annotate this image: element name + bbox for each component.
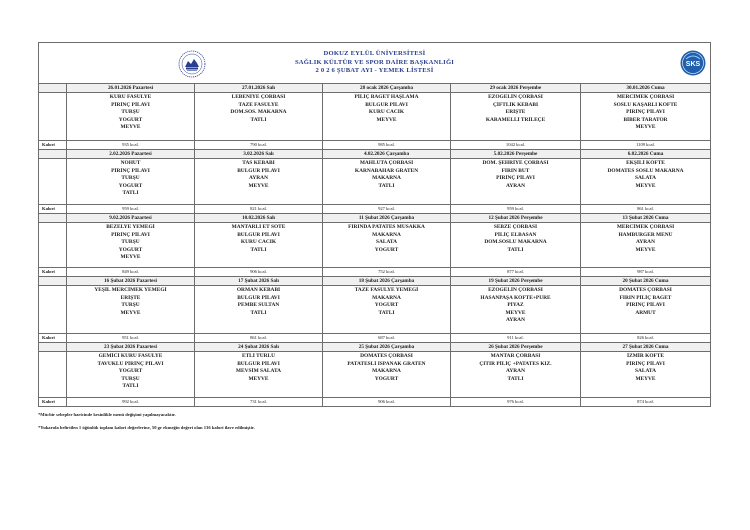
meal-item: PEMBE SULTAN: [237, 302, 280, 309]
meal-item: MANTAR ÇORBASI: [490, 353, 541, 359]
header-title: [39, 50, 710, 76]
day-date: 12 Şubat 2026 Perşembe: [451, 214, 581, 223]
meal-item: TURŞU: [121, 109, 140, 116]
day-date: 4.02.2026 Çarşamba: [323, 150, 451, 159]
meal-item: YOĞURT: [118, 246, 143, 253]
meal-item: BULGUR PİLAVI: [237, 294, 280, 301]
kalori-label: Kalori: [39, 334, 67, 343]
meal-item: MEYVE: [505, 309, 526, 316]
meal-item: MEYVE: [635, 182, 656, 189]
day-meals: [581, 352, 711, 398]
kalori-value: 821 kcal.: [195, 205, 323, 214]
date-row-spacer: [39, 84, 67, 93]
meal-item: TATLI: [122, 383, 139, 390]
meal-item: MAHLUTA ÇORBASI: [359, 160, 414, 166]
kalori-row: [39, 268, 711, 277]
meal-item: KARNABAHAR GRATEN: [354, 167, 419, 174]
meal-item: ÇITIR PİLİÇ +PATATES KIZ.: [479, 360, 552, 367]
meal-item: SALATA: [375, 239, 398, 246]
meal-item: PİRİNÇ PİLAVI: [626, 109, 665, 116]
date-row: [39, 214, 711, 223]
meal-item: BULGUR PİLAVI: [365, 101, 408, 108]
meal-item: GEMİCİ KURU FASULYE: [98, 353, 163, 359]
day-date: 27.01.2026 Salı: [195, 84, 323, 93]
meals-row-spacer: [39, 286, 67, 334]
meal-item: SOSLU KAŞARLI KÖFTE: [613, 101, 678, 108]
meal-item: AYRAN: [506, 182, 525, 189]
meal-item: BULGUR PİLAVI: [237, 231, 280, 238]
day-meals: [67, 223, 195, 268]
kalori-value: 1042 kcal.: [451, 141, 581, 150]
meal-item: ARMUT: [635, 309, 656, 316]
day-date: 26 Şubat 2026 Perşembe: [451, 343, 581, 352]
meal-item: TAZE FASULYE YEMEĞİ: [354, 287, 419, 293]
day-meals: [195, 159, 323, 205]
meal-item: MEYVE: [120, 254, 141, 261]
meal-item: MEVSİM SALATA: [235, 368, 282, 375]
date-row-spacer: [39, 343, 67, 352]
kalori-value: 951 kcal.: [67, 334, 195, 343]
header-line-2: SAĞLIK KÜLTÜR VE SPOR DAİRE BAŞKANLIĞI: [294, 58, 455, 66]
day-meals: [451, 159, 581, 205]
meal-item: HASANPAŞA KÖFTE+PÜRE: [480, 294, 551, 301]
meal-item: YOĞURT: [118, 368, 143, 375]
meal-item: TURŞU: [121, 175, 140, 182]
note-2: *Yukarıda belirtilen 1 öğünlük toplam kalori değerlerine, 50 gr ekmeğin değeri olan 136 kalori ilave edilmiştir.: [38, 425, 255, 430]
meals-row: [39, 286, 711, 334]
day-meals: [67, 286, 195, 334]
meal-item: ERİŞTE: [505, 109, 526, 116]
kalori-value: 976 kcal.: [451, 398, 581, 407]
day-meals: [581, 223, 711, 268]
meal-item: TATLI: [378, 182, 395, 189]
date-row: [39, 150, 711, 159]
kalori-label: Kalori: [39, 205, 67, 214]
kalori-value: 985 kcal.: [323, 141, 451, 150]
meal-item: DOMATES ÇORBASI: [360, 353, 413, 359]
meal-item: FIRINDA PATATES MUSAKKA: [348, 224, 425, 230]
sks-logo-icon: [680, 50, 706, 76]
day-meals: [195, 223, 323, 268]
day-meals: [451, 286, 581, 334]
meal-item: EZOGELİN ÇORBASI: [488, 287, 543, 293]
meal-item: MAKARNA: [372, 368, 401, 375]
kalori-value: 911 kcal.: [451, 334, 581, 343]
meal-item: BULGUR PİLAVI: [237, 167, 280, 174]
meal-item: YOĞURT: [374, 246, 399, 253]
day-date: 28 ocak 2026 Çarşamba: [323, 84, 451, 93]
meal-item: YOĞURT: [374, 375, 399, 382]
day-meals: [195, 286, 323, 334]
meal-item: AYRAN: [506, 368, 525, 375]
meal-item: TURŞU: [121, 375, 140, 382]
day-meals: [323, 286, 451, 334]
meal-item: MEYVE: [248, 375, 269, 382]
kalori-value: 959 kcal.: [451, 205, 581, 214]
meal-item: AYRAN: [506, 317, 525, 324]
day-date: 23 Şubat 2026 Pazartesi: [67, 343, 195, 352]
day-meals: [67, 352, 195, 398]
date-row: [39, 343, 711, 352]
meal-item: MEYVE: [120, 124, 141, 131]
day-date: 2.02.2026 Pazartesi: [67, 150, 195, 159]
kalori-value: 874 kcal.: [581, 398, 711, 407]
day-meals: [323, 223, 451, 268]
meals-row-spacer: [39, 223, 67, 268]
day-meals: [451, 93, 581, 141]
day-date: 19 Şubat 2026 Perşembe: [451, 277, 581, 286]
kalori-value: 861 kcal.: [195, 334, 323, 343]
meal-item: FIRIN PİLİÇ BAGET: [619, 294, 672, 301]
kalori-row: [39, 334, 711, 343]
meal-item: TAZE FASULYE: [238, 101, 279, 108]
day-date: 5.02.2026 Perşembe: [451, 150, 581, 159]
meals-row-spacer: [39, 93, 67, 141]
meal-item: TAS KEBABI: [242, 160, 275, 166]
day-date: 6.02.2026 Cuma: [581, 150, 711, 159]
meal-item: AYRAN: [636, 239, 655, 246]
meal-item: LEBENİYE ÇORBASI: [231, 94, 286, 100]
day-date: 3.02.2026 Salı: [195, 150, 323, 159]
day-meals: [581, 159, 711, 205]
meal-item: PİLİÇ ELBASAN: [494, 231, 537, 238]
meal-item: KURU FASULYE: [109, 94, 152, 100]
meal-item: KURU CACIK: [240, 239, 277, 246]
day-meals: [67, 159, 195, 205]
kalori-value: 927 kcal.: [323, 205, 451, 214]
date-row: [39, 84, 711, 93]
meal-item: YEŞİL MERCİMEK YEMEĞİ: [94, 287, 167, 293]
meal-item: MAKARNA: [372, 294, 401, 301]
kalori-row: [39, 205, 711, 214]
meal-item: MEYVE: [635, 246, 656, 253]
date-row-spacer: [39, 214, 67, 223]
day-meals: [581, 93, 711, 141]
meal-item: KARAMELLİ TRİLEÇE: [485, 116, 546, 123]
meal-item: TATLI: [378, 309, 395, 316]
meal-item: TAVUKLU PİRİNÇ PİLAVI: [97, 360, 164, 367]
day-meals: [323, 93, 451, 141]
header-cell: [39, 43, 711, 84]
meal-item: TATLI: [250, 246, 267, 253]
note-1: *Mücbir sebepler haricinde kesinlikle menü değişimi yapılmayacaktır.: [38, 412, 176, 417]
meals-row: [39, 223, 711, 268]
meal-item: SALATA: [634, 368, 657, 375]
meal-item: PATATESLİ ISPANAK GRATEN: [347, 360, 426, 367]
university-logo-icon: [177, 49, 207, 79]
meal-item: PİRİNÇ PİLAVI: [626, 360, 665, 367]
meal-item: MERCİMEK ÇORBASI: [616, 94, 675, 100]
meal-item: EZOGELİN ÇORBASI: [488, 94, 543, 100]
meal-item: BULGUR PİLAVI: [237, 360, 280, 367]
kalori-value: 849 kcal.: [67, 268, 195, 277]
kalori-value: 906 kcal.: [195, 268, 323, 277]
meal-item: MAKARNA: [372, 175, 401, 182]
meal-item: PİLİÇ BAGET HAŞLAMA: [354, 94, 419, 100]
meal-item: MEYVE: [635, 375, 656, 382]
meal-item: TATLI: [507, 375, 524, 382]
header-line-3: 2 0 2 6 ŞUBAT AYI - YEMEK LİSTESİ: [315, 67, 434, 75]
kalori-value: 906 kcal.: [323, 398, 451, 407]
meals-row-spacer: [39, 352, 67, 398]
meal-item: PİRİNÇ PİLAVI: [626, 302, 665, 309]
meal-item: FIRIN BUT: [501, 167, 530, 174]
kalori-value: 935 kcal.: [67, 141, 195, 150]
date-row-spacer: [39, 150, 67, 159]
kalori-value: 877 kcal.: [451, 268, 581, 277]
meals-row: [39, 159, 711, 205]
meal-item: AYRAN: [249, 175, 268, 182]
meal-item: DOM. ŞEHRİYE ÇORBASI: [482, 160, 549, 166]
meal-item: MEYVE: [120, 309, 141, 316]
meal-item: TATLI: [250, 309, 267, 316]
meal-item: MEYVE: [635, 124, 656, 131]
kalori-label: Kalori: [39, 268, 67, 277]
meal-item: ORMAN KEBABI: [236, 287, 281, 293]
kalori-value: 826 kcal.: [581, 334, 711, 343]
meal-item: İZMİR KÖFTE: [627, 353, 664, 359]
day-meals: [195, 93, 323, 141]
kalori-row: [39, 398, 711, 407]
kalori-value: 790 kcal.: [195, 141, 323, 150]
day-date: 11 Şubat 2026 Çarşamba: [323, 214, 451, 223]
kalori-label: Kalori: [39, 398, 67, 407]
meal-item: SEBZE ÇORBASI: [493, 224, 538, 230]
meal-item: KURU CACIK: [368, 109, 405, 116]
day-date: 18 Şubat 2026 Çarşamba: [323, 277, 451, 286]
meal-item: BİBER TARATOR: [623, 116, 668, 123]
kalori-row: [39, 141, 711, 150]
kalori-value: 752 kcal.: [323, 268, 451, 277]
day-meals: [451, 352, 581, 398]
day-date: 30.01.2026 Cuma: [581, 84, 711, 93]
day-date: 17 Şubat 2026 Salı: [195, 277, 323, 286]
meal-item: PİRİNÇ PİLAVI: [111, 101, 150, 108]
meal-item: MEYVE: [376, 116, 397, 123]
meal-item: DOM.SOSLU MAKARNA: [484, 239, 547, 246]
day-date: 24 Şubat 2026 Salı: [195, 343, 323, 352]
meal-item: PİRİNÇ PİLAVI: [111, 167, 150, 174]
meals-row: [39, 352, 711, 398]
day-date: 13 Şubat 2026 Cuma: [581, 214, 711, 223]
meal-item: YOĞURT: [118, 182, 143, 189]
day-date: 16 Şubat 2026 Pazartesi: [67, 277, 195, 286]
day-meals: [451, 223, 581, 268]
day-date: 25 Şubat 2026 Çarşamba: [323, 343, 451, 352]
meal-item: TATLI: [122, 190, 139, 197]
notes: [38, 412, 255, 438]
meal-item: TURŞU: [121, 239, 140, 246]
kalori-label: Kalori: [39, 141, 67, 150]
day-date: 20 Şubat 2026 Cuma: [581, 277, 711, 286]
day-meals: [323, 159, 451, 205]
meal-item: DOMATES SOSLU MAKARNA: [607, 167, 684, 174]
meal-item: TATLI: [507, 246, 524, 253]
kalori-value: 687 kcal.: [323, 334, 451, 343]
kalori-value: 1109 kcal.: [581, 141, 711, 150]
meal-item: ÇİFTLİK KEBABI: [492, 101, 539, 108]
kalori-value: 959 kcal.: [67, 205, 195, 214]
sks-badge-text: SKS: [685, 61, 701, 69]
meal-item: YOĞURT: [374, 302, 399, 309]
meal-item: ETLİ TÜRLÜ: [241, 353, 275, 359]
day-meals: [67, 93, 195, 141]
meal-item: YOĞURT: [118, 116, 143, 123]
meal-item: MEYVE: [248, 182, 269, 189]
kalori-value: 992 kcal.: [67, 398, 195, 407]
meal-item: ERİŞTE: [120, 294, 141, 301]
day-date: 9.02.2026 Pazartesi: [67, 214, 195, 223]
meal-item: PİYAZ: [507, 302, 524, 309]
meal-item: NOHUT: [120, 160, 141, 166]
menu-sheet: [38, 42, 710, 407]
meal-item: TATLI: [250, 116, 267, 123]
kalori-value: 731 kcal.: [195, 398, 323, 407]
meals-row-spacer: [39, 159, 67, 205]
meal-item: BEZELYE YEMEĞİ: [106, 224, 155, 230]
meal-item: HAMBURGER MENÜ: [618, 231, 673, 238]
header-row: [39, 43, 711, 84]
day-date: 27 Şubat 2026 Cuma: [581, 343, 711, 352]
menu-table: [38, 42, 711, 407]
day-meals: [195, 352, 323, 398]
meal-item: MAKARNA: [372, 231, 401, 238]
date-row: [39, 277, 711, 286]
kalori-value: 861 kcal.: [581, 205, 711, 214]
date-row-spacer: [39, 277, 67, 286]
meal-item: MANTARLI ET SOTE: [231, 224, 286, 230]
meal-item: SALATA: [634, 175, 657, 182]
meal-item: PİRİNÇ PİLAVI: [111, 231, 150, 238]
meal-item: DOMATES ÇORBASI: [619, 287, 672, 293]
day-date: 10.02.2026 Salı: [195, 214, 323, 223]
day-meals: [581, 286, 711, 334]
header-line-1: DOKUZ EYLÜL ÜNİVERSİTESİ: [323, 50, 426, 58]
day-meals: [323, 352, 451, 398]
meal-item: EKŞİLİ KÖFTE: [626, 160, 665, 166]
kalori-value: 987 kcal.: [581, 268, 711, 277]
meal-item: TURŞU: [121, 302, 140, 309]
day-date: 29 ocak 2026 Perşembe: [451, 84, 581, 93]
meal-item: MERCİMEK ÇORBASI: [616, 224, 675, 230]
meals-row: [39, 93, 711, 141]
day-date: 26.01.2026 Pazartesi: [67, 84, 195, 93]
meal-item: DOM.SOS. MAKARNA: [230, 109, 287, 116]
meal-item: PİRİNÇ PİLAVI: [496, 175, 535, 182]
